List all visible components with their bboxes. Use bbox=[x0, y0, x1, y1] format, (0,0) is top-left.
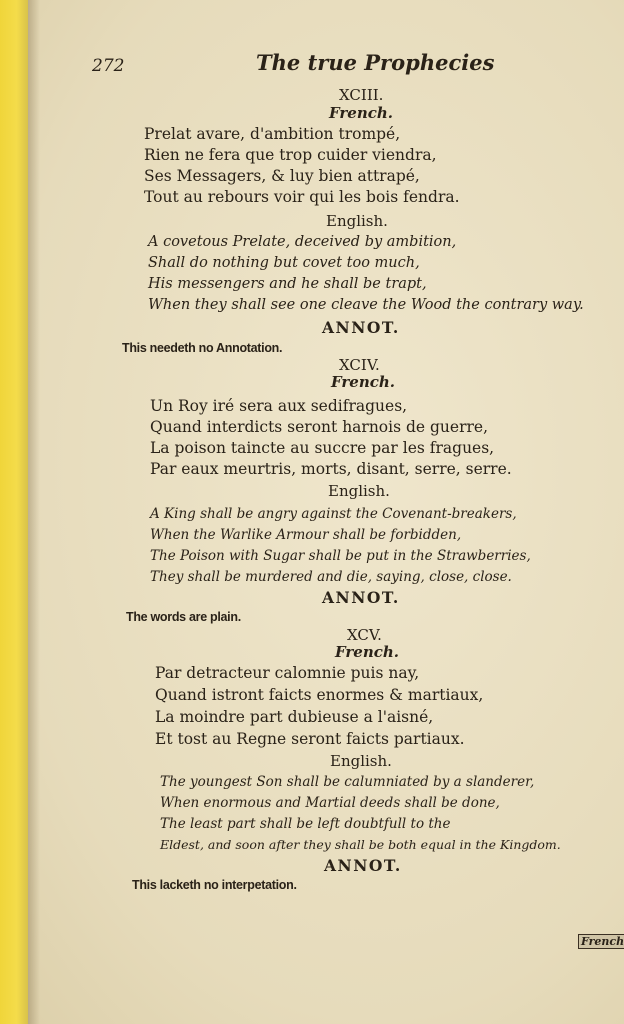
english-line: When they shall see one cleave the Wood the contrary way. bbox=[148, 297, 584, 313]
french-line: La poison taincte au succre par les fragues, bbox=[150, 439, 495, 457]
gutter-shadow bbox=[28, 0, 40, 1024]
english-label: English. bbox=[330, 752, 392, 770]
english-line: The youngest Son shall be calumniated by a slanderer, bbox=[160, 774, 535, 790]
english-line: A King shall be angry against the Covenant-breakers, bbox=[150, 506, 517, 522]
quatrain-number: XCIV. bbox=[339, 356, 380, 374]
annotation-text: This needeth no Annotation. bbox=[122, 341, 283, 355]
english-line: The least part shall be left doubtfull to the bbox=[160, 816, 451, 832]
french-line: Tout au rebours voir qui les bois fendra. bbox=[144, 188, 460, 206]
french-line: Quand istront faicts enormes & martiaux, bbox=[155, 686, 484, 704]
page-edge bbox=[0, 0, 28, 1024]
french-line: Par detracteur calomnie puis nay, bbox=[155, 664, 420, 682]
running-title: The true Prophecies bbox=[256, 50, 495, 75]
english-line: A covetous Prelate, deceived by ambition, bbox=[148, 234, 457, 250]
french-line: Ses Messagers, & luy bien attrapé, bbox=[144, 167, 420, 185]
page-number: 272 bbox=[92, 56, 125, 76]
english-line: Eldest, and soon after they shall be both equal in the Kingdom. bbox=[160, 837, 561, 852]
french-label: French. bbox=[329, 104, 393, 122]
english-line: When enormous and Martial deeds shall be done, bbox=[160, 795, 500, 811]
french-line: La moindre part dubieuse a l'aisné, bbox=[155, 708, 434, 726]
english-line: Shall do nothing but covet too much, bbox=[148, 255, 420, 271]
quatrain-number: XCIII. bbox=[339, 86, 384, 104]
english-line: They shall be murdered and die, saying, close, close. bbox=[150, 569, 512, 585]
french-line: Un Roy iré sera aux sedifragues, bbox=[150, 397, 408, 415]
annot-heading: ANNOT. bbox=[324, 856, 402, 875]
english-label: English. bbox=[326, 212, 388, 230]
french-line: Prelat avare, d'ambition trompé, bbox=[144, 125, 401, 143]
english-line: When the Warlike Armour shall be forbidden, bbox=[150, 527, 462, 543]
annotation-text: The words are plain. bbox=[126, 610, 241, 624]
annot-heading: ANNOT. bbox=[322, 318, 400, 337]
french-label: French. bbox=[335, 643, 399, 661]
french-line: Par eaux meurtris, morts, disant, serre, serre. bbox=[150, 460, 512, 478]
annotation-text: This lacketh no interpetation. bbox=[132, 878, 297, 892]
catchword: French bbox=[578, 934, 624, 949]
french-line: Rien ne fera que trop cuider viendra, bbox=[144, 146, 437, 164]
annot-heading: ANNOT. bbox=[322, 588, 400, 607]
french-line: Et tost au Regne seront faicts partiaux. bbox=[155, 730, 465, 748]
french-line: Quand interdicts seront harnois de guerre, bbox=[150, 418, 488, 436]
english-line: The Poison with Sugar shall be put in the Strawberries, bbox=[150, 548, 531, 564]
english-line: His messengers and he shall be trapt, bbox=[148, 276, 427, 292]
english-label: English. bbox=[328, 482, 390, 500]
french-label: French. bbox=[331, 373, 395, 391]
quatrain-number: XCV. bbox=[347, 626, 382, 644]
